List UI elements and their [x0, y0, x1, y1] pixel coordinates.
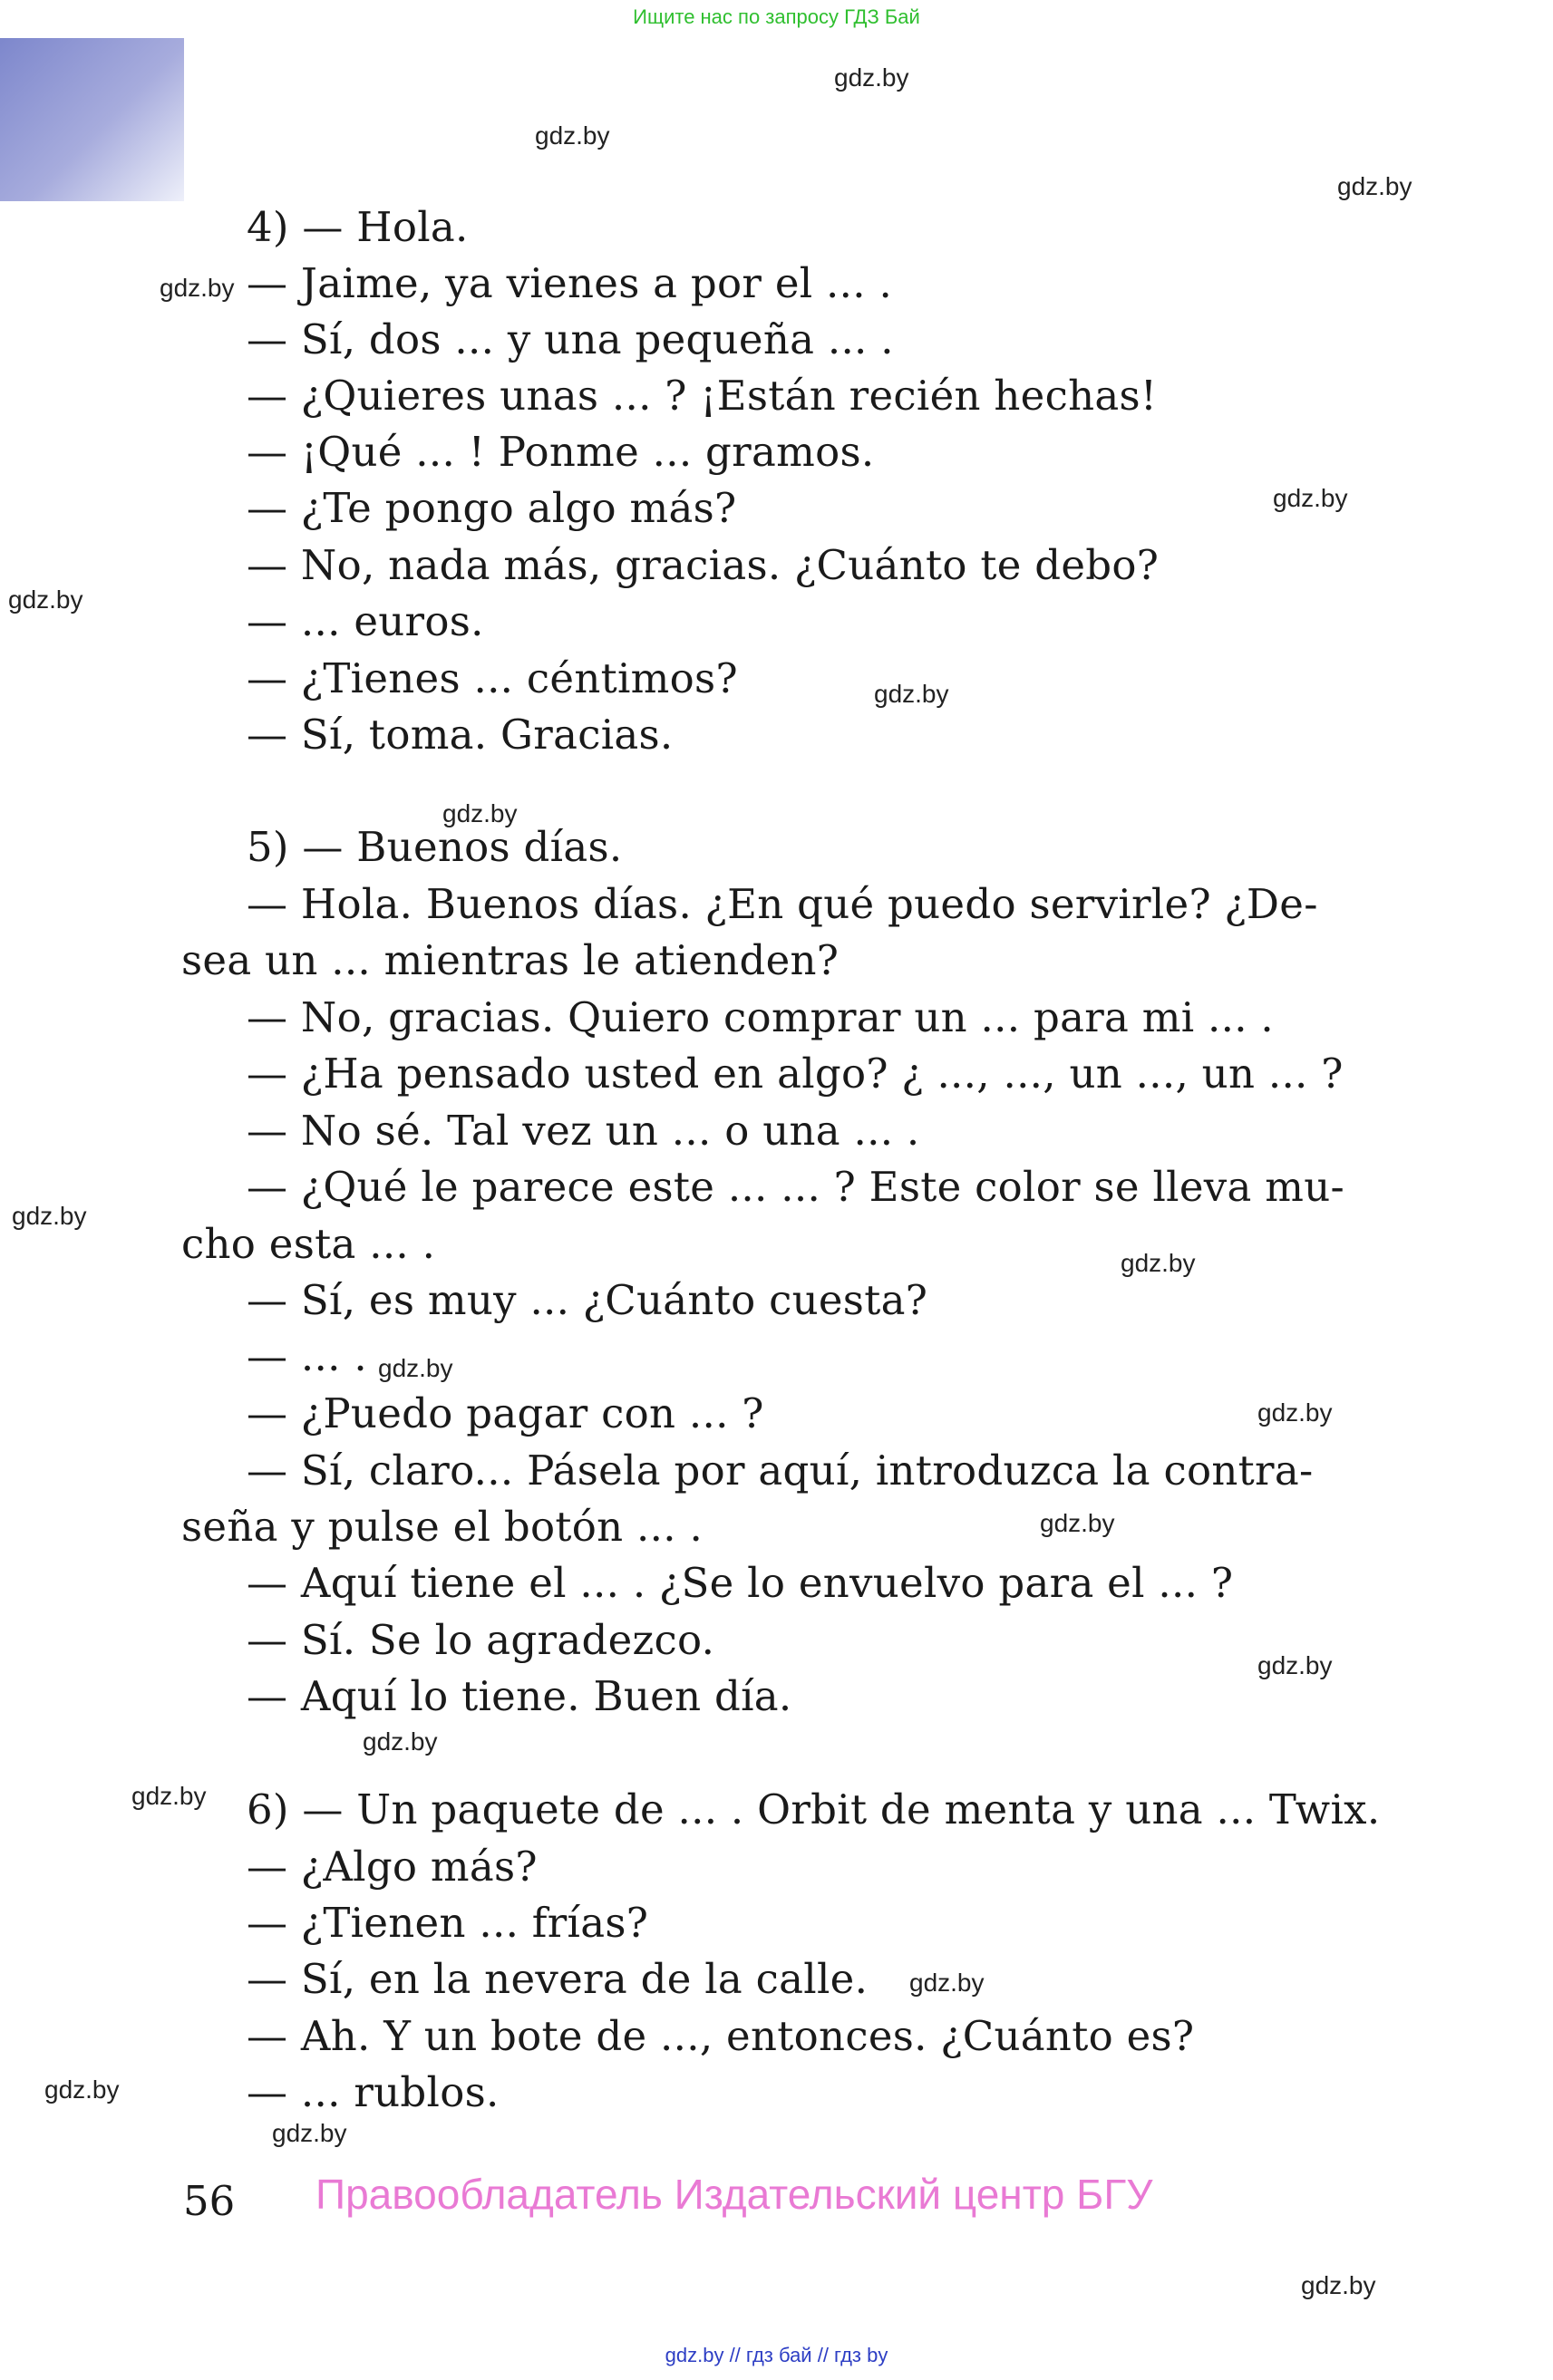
rights-holder-notice: Правообладатель Издательский центр БГУ: [315, 2171, 1153, 2218]
top-search-banner: Ищите нас по запросу ГДЗ Бай: [633, 5, 920, 28]
dialogue-line: sea un ... mientras le atienden?: [181, 936, 840, 984]
dialogue-line: 6) — Un paquete de ... . Orbit de menta y una ... Twix.: [247, 1785, 1381, 1833]
watermark: gdz.by: [1257, 1651, 1333, 1679]
watermark: gdz.by: [1337, 172, 1412, 200]
watermark: gdz.by: [535, 121, 610, 150]
watermark: gdz.by: [1121, 1249, 1196, 1277]
dialogue-line: — Sí, claro... Pásela por aquí, introduzca la contra-: [247, 1446, 1314, 1495]
watermark: gdz.by: [131, 1782, 207, 1810]
watermark: gdz.by: [160, 274, 235, 302]
dialogue-line: — ¿Puedo pagar con ... ?: [247, 1389, 764, 1437]
dialogue-line: seña y pulse el botón ... .: [181, 1503, 704, 1551]
page-number: 56: [183, 2177, 236, 2225]
watermark: gdz.by: [363, 1727, 438, 1756]
dialogue-line: — No, gracias. Quiero comprar un ... para mi ... .: [247, 993, 1275, 1041]
watermark: gdz.by: [1040, 1509, 1115, 1537]
watermark: gdz.by: [378, 1354, 453, 1382]
dialogue-line: — Jaime, ya vienes a por el ... .: [247, 259, 893, 307]
dialogue-line: — ¿Tienes ... céntimos?: [247, 654, 738, 702]
watermark: gdz.by: [874, 680, 949, 708]
dialogue-line: — ¿Ha pensado usted en algo? ¿ ..., ..., un ..., un ... ?: [247, 1050, 1344, 1098]
dialogue-line: — Hola. Buenos días. ¿En qué puedo servirle? ¿De-: [247, 880, 1318, 928]
dialogue-line: — ... euros.: [247, 597, 484, 645]
dialogue-line: — No, nada más, gracias. ¿Cuánto te debo?: [247, 541, 1160, 589]
dialogue-line: — Sí, toma. Gracias.: [247, 711, 674, 759]
dialogue-line: — ¿Tienen ... frías?: [247, 1899, 649, 1947]
dialogue-line: — Sí. Se lo agradezco.: [247, 1616, 715, 1664]
dialogue-line: — Sí, dos ... y una pequeña ... .: [247, 315, 894, 363]
corner-decoration: [0, 38, 184, 201]
dialogue-line: — ¿Algo más?: [247, 1843, 538, 1891]
watermark: gdz.by: [12, 1202, 87, 1230]
dialogue-line: — ¿Quieres unas ... ? ¡Están recién hechas!: [247, 372, 1158, 420]
dialogue-line: — Sí, es muy ... ¿Cuánto cuesta?: [247, 1276, 928, 1324]
footer-links[interactable]: gdz.by // гдз бай // гдз by: [665, 2344, 888, 2366]
watermark: gdz.by: [442, 799, 518, 827]
watermark: gdz.by: [1257, 1398, 1333, 1427]
dialogue-line: — ¡Qué ... ! Ponme ... gramos.: [247, 428, 875, 476]
dialogue-line: — Ah. Y un bote de ..., entonces. ¿Cuánto es?: [247, 2012, 1195, 2060]
watermark: gdz.by: [1301, 2271, 1376, 2299]
dialogue-line: 5) — Buenos días.: [247, 823, 623, 871]
watermark: gdz.by: [272, 2119, 347, 2147]
dialogue-line: 4) — Hola.: [247, 203, 469, 251]
watermark: gdz.by: [8, 585, 83, 614]
dialogue-line: — ¿Qué le parece este ... ... ? Este color se lleva mu-: [247, 1163, 1344, 1211]
dialogue-line: — ¿Te pongo algo más?: [247, 484, 737, 532]
dialogue-line: — Sí, en la nevera de la calle.: [247, 1955, 869, 2003]
dialogue-line: — ... .: [247, 1332, 367, 1380]
watermark: gdz.by: [44, 2075, 120, 2104]
watermark: gdz.by: [909, 1969, 985, 1997]
dialogue-line: — Aquí tiene el ... . ¿Se lo envuelvo para el ... ?: [247, 1559, 1234, 1607]
watermark: gdz.by: [834, 63, 909, 92]
dialogue-line: cho esta ... .: [181, 1220, 436, 1268]
dialogue-line: — No sé. Tal vez un ... o una ... .: [247, 1107, 920, 1155]
watermark: gdz.by: [1273, 484, 1348, 512]
dialogue-line: — ... rublos.: [247, 2068, 500, 2116]
dialogue-line: — Aquí lo tiene. Buen día.: [247, 1672, 792, 1720]
